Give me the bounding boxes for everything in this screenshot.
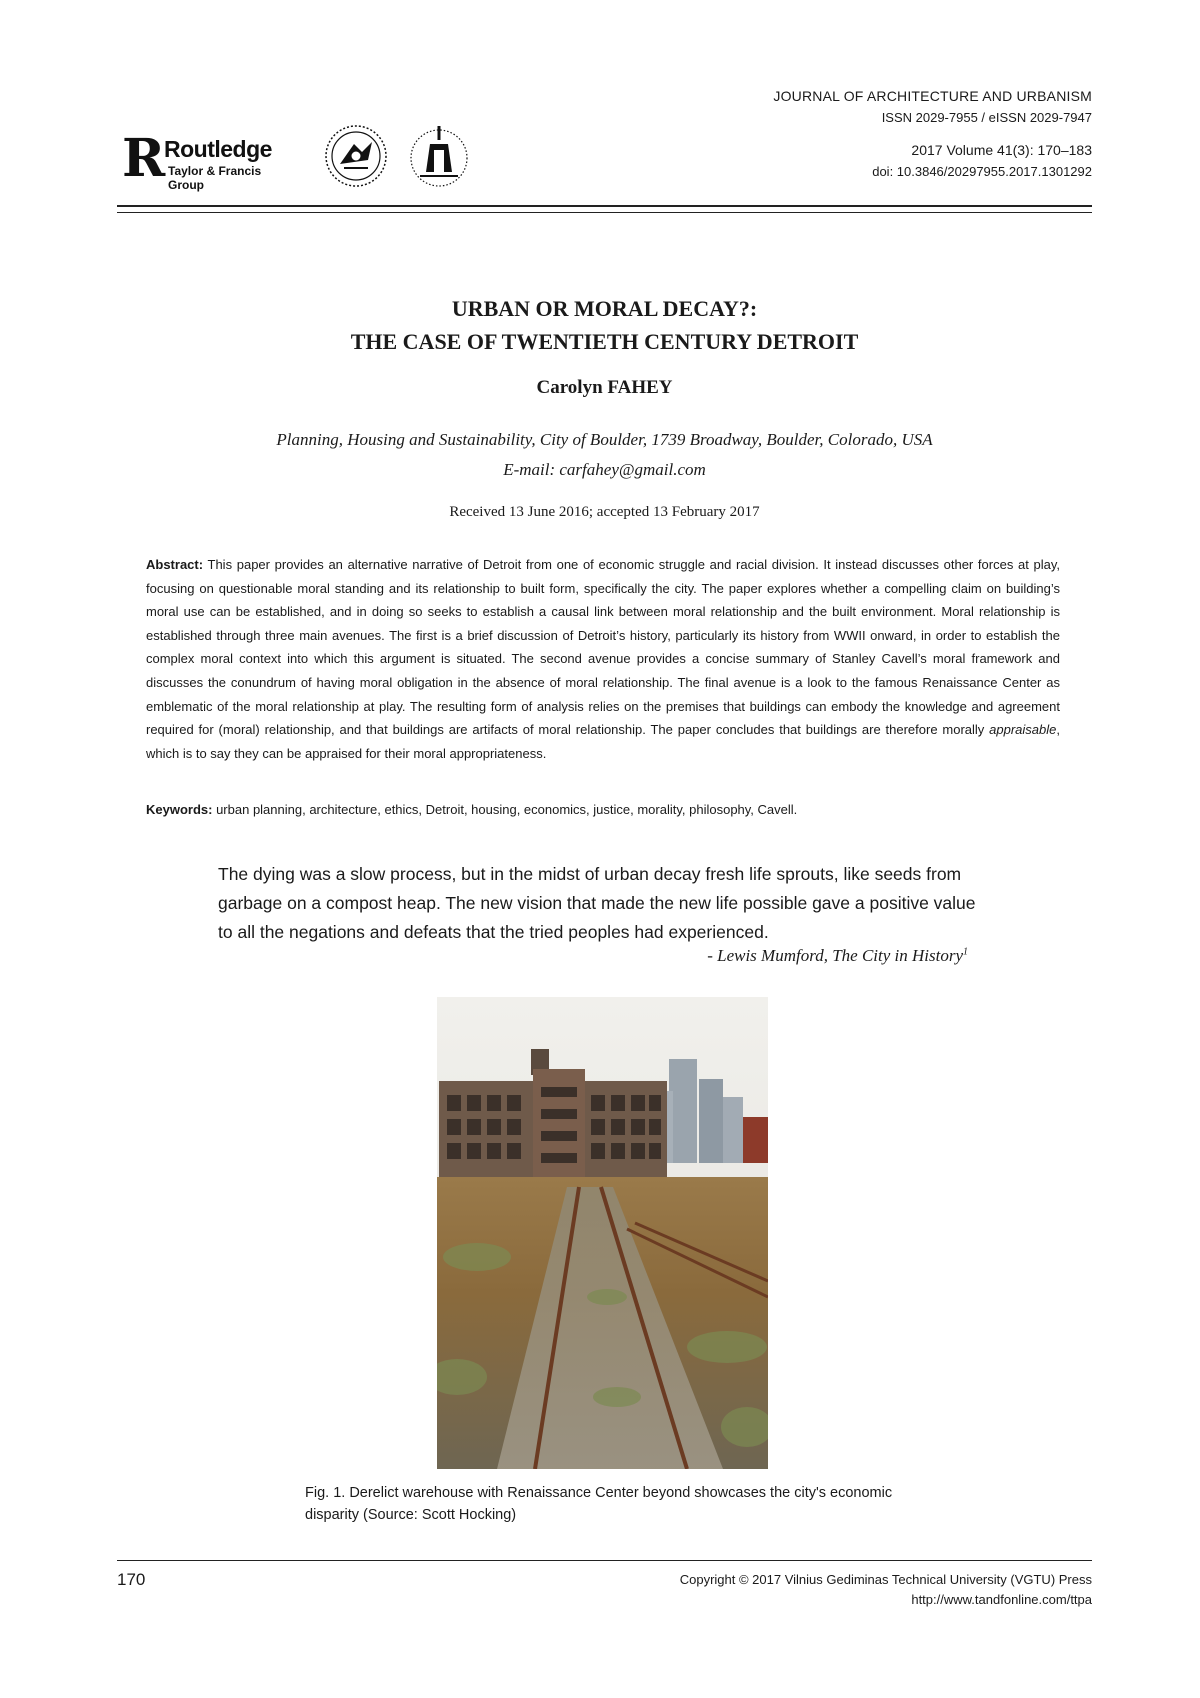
title-line-1: URBAN OR MORAL DECAY?: bbox=[451, 296, 758, 321]
article-author: Carolyn FAHEY bbox=[536, 377, 673, 398]
journal-title: JOURNAL OF ARCHITECTURE AND URBANISM bbox=[773, 88, 1092, 104]
footer-rule bbox=[117, 1560, 1092, 1561]
keywords bbox=[146, 800, 1060, 820]
page-number: 170 bbox=[117, 1570, 146, 1589]
footnote-mark[interactable]: 1 bbox=[963, 946, 968, 958]
university-seal-icon bbox=[324, 124, 388, 188]
article-title bbox=[117, 292, 1092, 358]
header-rule-thick bbox=[117, 205, 1092, 207]
journal-issn: ISSN 2029-7955 / eISSN 2029-7947 bbox=[881, 110, 1092, 125]
publisher-sub: Taylor & Francis Group bbox=[168, 164, 262, 192]
journal-volume: 2017 Volume 41(3): 170–183 bbox=[911, 142, 1092, 158]
epigraph-quote: The dying was a slow process, but in the midst of urban decay fresh life sprouts, like seeds from garbage on a compost heap. The new vision that made the new life possible gave a positive value to all the negations and defeats that the tried peoples had experienced. bbox=[218, 864, 976, 942]
figure-caption: Fig. 1. Derelict warehouse with Renaissance Center beyond showcases the city's economic disparity (Source: Scott Hocking) bbox=[305, 1485, 893, 1523]
journal-info bbox=[773, 86, 1092, 182]
author-affiliation bbox=[117, 425, 1092, 485]
faculty-seal-icon bbox=[406, 120, 472, 190]
abstract-text-2: , which is to say they can be appraised for their moral appropriateness. bbox=[146, 722, 1060, 761]
routledge-r-icon: R bbox=[122, 128, 166, 189]
journal-url[interactable]: http://www.tandfonline.com/ttpa bbox=[911, 1592, 1092, 1607]
keywords-text: urban planning, architecture, ethics, Detroit, housing, economics, justice, morality, philosophy, Cavell. bbox=[212, 802, 798, 817]
author-email[interactable]: E-mail: carfahey@gmail.com bbox=[503, 460, 706, 479]
epigraph-attribution bbox=[707, 946, 968, 966]
copyright-text: Copyright © 2017 Vilnius Gediminas Technical University (VGTU) Press bbox=[679, 1572, 1092, 1587]
abstract-label: Abstract: bbox=[146, 557, 204, 572]
footer-copyright bbox=[680, 1570, 1092, 1610]
attribution-text: - Lewis Mumford, The City in History bbox=[707, 946, 963, 965]
abstract-italic: appraisable bbox=[989, 722, 1057, 738]
figure-photo bbox=[437, 997, 768, 1469]
routledge-logo bbox=[122, 128, 282, 192]
keywords-label: Keywords: bbox=[146, 802, 213, 817]
abstract-text-1: This paper provides an alternative narrative of Detroit from one of economic struggle and racial division. It instead discusses other forces at play, focusing on questionable moral standing and its relationship to built form, specifically the city. The paper explores whether a compelling claim on building’s moral use can be established, and in doing so seeks to establish a causal link between moral relationship and the built environment. Moral relationship is established through three main avenues. The first is a brief discussion of Detroit’s history, particularly its history from WWII onward, in order to establish the complex moral context into which this argument is situated. The second avenue provides a concise summary of Stanley Cavell’s moral framework and discusses the conundrum of having moral obligation in the absence of moral relationship. The final avenue is a look to the famous Renaissance Center as emblematic of the moral relationship at play. The resulting form of analysis relies on the premises that buildings can embody the knowledge and agreement required for (moral) relationship, and that buildings are artifacts of moral relationship. The paper concludes that buildings are therefore morally bbox=[146, 557, 1060, 738]
header-rule-thin bbox=[117, 212, 1092, 213]
article-doi[interactable]: doi: 10.3846/20297955.2017.1301292 bbox=[872, 164, 1092, 179]
title-line-2: THE CASE OF TWENTIETH CENTURY DETROIT bbox=[350, 329, 859, 354]
affiliation-text: Planning, Housing and Sustainability, City of Boulder, 1739 Broadway, Boulder, Colorado, USA bbox=[276, 430, 933, 449]
publisher-name: Routledge bbox=[164, 136, 272, 162]
derelict-warehouse-image bbox=[437, 997, 768, 1469]
abstract bbox=[146, 553, 1060, 765]
received-dates: Received 13 June 2016; accepted 13 February 2017 bbox=[449, 504, 760, 520]
